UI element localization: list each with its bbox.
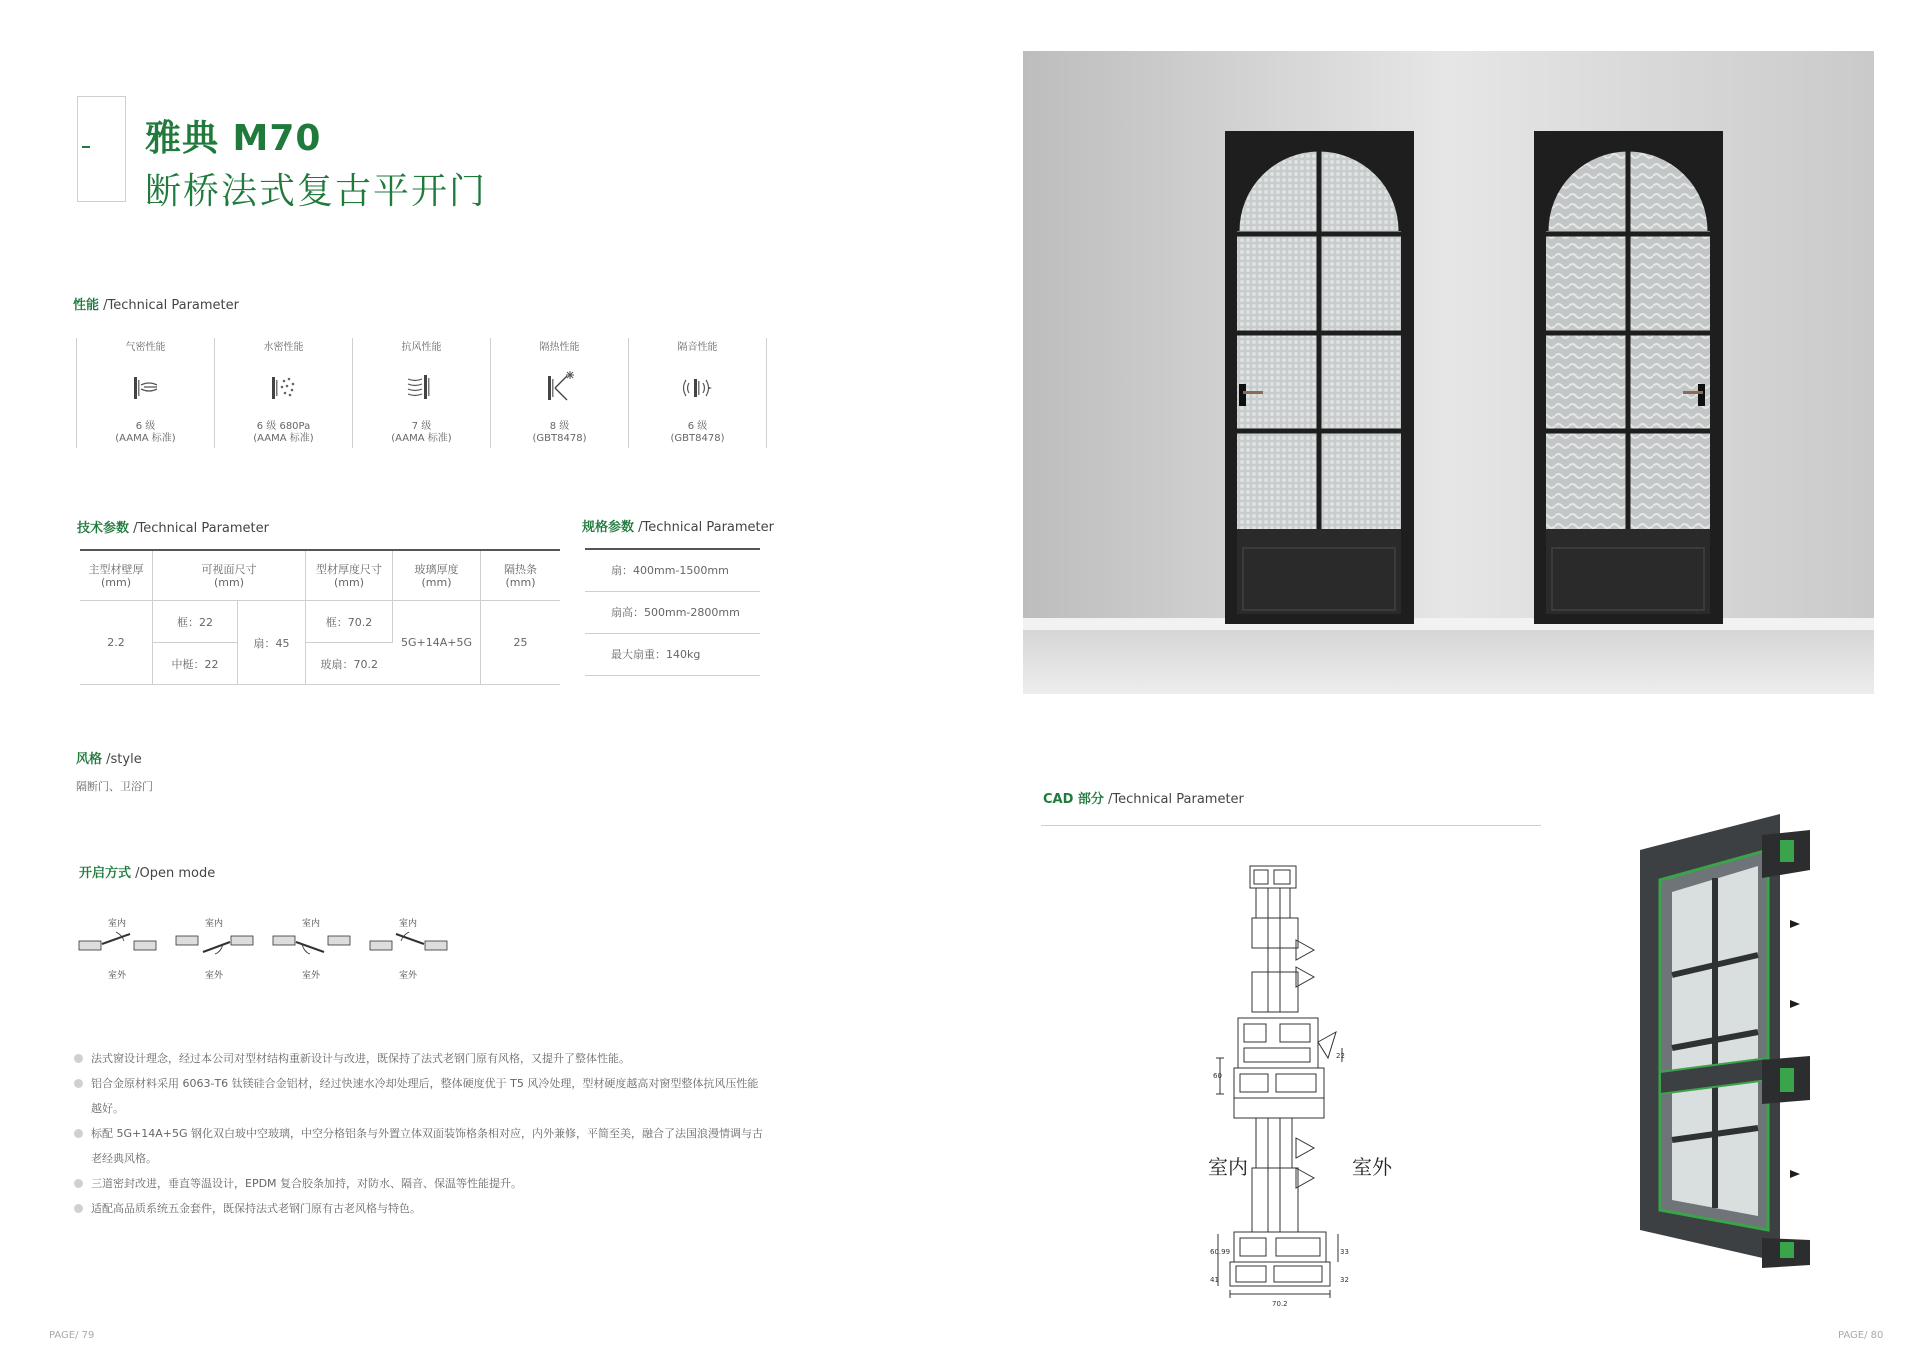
- open-mode-heading: 开启方式 /Open mode: [79, 866, 216, 881]
- cell-strip: 25: [481, 601, 561, 685]
- perf-label: 气密性能: [125, 342, 166, 353]
- inward-left-opening-icon: [78, 930, 158, 956]
- feature-item-continued: 老经典风格。: [91, 1152, 157, 1165]
- feature-item-continued: 越好。: [91, 1102, 124, 1115]
- cell-frame: 框：22: [153, 601, 238, 643]
- open-mode-bottom-label: 室外: [399, 971, 418, 981]
- cell-glass: 5G+14A+5G: [393, 601, 481, 685]
- cell-sash: 扇：45: [238, 601, 306, 685]
- tech-table: [80, 551, 560, 685]
- perf-standard: (AAMA 标准): [253, 433, 314, 444]
- perf-standard: (AAMA 标准): [115, 433, 176, 444]
- door-photo-illustration: [1023, 51, 1874, 694]
- cad-dim-label: 70.2: [1272, 1300, 1288, 1307]
- outward-right-opening-icon: [175, 930, 255, 956]
- performance-heading: 性能 /Technical Parameter: [73, 298, 239, 313]
- cad-dim-label: 33: [1340, 1248, 1349, 1256]
- feature-item: 适配高品质系统五金套件，既保持法式老钢门原有古老风格与特色。: [74, 1196, 774, 1221]
- perf-standard: (AAMA 标准): [391, 433, 452, 444]
- feature-list: [74, 1046, 774, 1221]
- page-number-left: PAGE/ 79: [49, 1330, 95, 1341]
- product-subtitle: 断桥法式复古平开门: [145, 171, 488, 212]
- open-mode-top-label: 室内: [399, 919, 418, 929]
- profile-3d-render: [1630, 810, 1830, 1280]
- airtightness-icon: [126, 367, 166, 407]
- col-visible-size: 可视面尺寸 (mm): [153, 551, 306, 601]
- perf-value: 6 级 680Pa: [256, 421, 311, 432]
- cell-mullion: 中梃：22: [153, 643, 238, 685]
- perf-label: 水密性能: [263, 342, 304, 353]
- col-glass-thickness: 玻璃厚度 (mm): [393, 551, 481, 601]
- cad-dim-label: 60.99: [1210, 1248, 1231, 1256]
- perf-label: 抗风性能: [401, 342, 442, 353]
- perf-value: 6 级: [687, 421, 708, 432]
- perf-label: 隔热性能: [539, 342, 580, 353]
- perf-standard: (GBT8478): [532, 433, 587, 444]
- col-thermal-strip: 隔热条 (mm): [481, 551, 561, 601]
- bullet-dot: [74, 1079, 83, 1088]
- tech-heading: 技术参数 /Technical Parameter: [77, 521, 269, 536]
- spec-row: 最大扇重：140kg: [585, 634, 760, 676]
- open-mode-bottom-label: 室外: [302, 971, 321, 981]
- cad-dim-label: 41: [1210, 1276, 1219, 1284]
- perf-value: 8 级: [549, 421, 570, 432]
- cad-indoor-label: 室内: [1208, 1155, 1248, 1179]
- product-title: 雅典 M70: [145, 118, 322, 159]
- bullet-dot: [74, 1179, 83, 1188]
- spec-row: 扇：400mm-1500mm: [585, 550, 760, 592]
- performance-watertightness: [214, 338, 352, 448]
- feature-item: 法式窗设计理念，经过本公司对型材结构重新设计与改进，既保持了法式老钢门原有风格，又提升了整体性能。: [74, 1046, 774, 1071]
- title-accent-dash: [82, 146, 90, 148]
- title-frame: [77, 96, 126, 202]
- spec-list: [585, 548, 760, 676]
- cad-heading: CAD 部分 /Technical Parameter: [1043, 792, 1244, 807]
- spec-heading: 规格参数 /Technical Parameter: [582, 520, 774, 535]
- spec-row: 扇高：500mm-2800mm: [585, 592, 760, 634]
- cad-divider: [1041, 825, 1541, 826]
- cad-section-drawing: [1210, 862, 1370, 1307]
- performance-heat-insulation: [490, 338, 628, 448]
- perf-label: 隔音性能: [677, 342, 718, 353]
- page-number-right: PAGE/ 80: [1838, 1330, 1884, 1341]
- bullet-dot: [74, 1204, 83, 1213]
- col-wall-thickness: 主型材壁厚 (mm): [80, 551, 153, 601]
- left-door: [1225, 131, 1414, 624]
- product-photo: [1023, 51, 1874, 694]
- performance-sound-insulation: [628, 338, 767, 448]
- feature-item: 标配 5G+14A+5G 钢化双白玻中空玻璃，中空分格铝条与外置立体双面装饰格条相对应，内外兼修，平简至美，融合了法国浪漫情调与古: [74, 1121, 774, 1146]
- open-mode-diagrams: [78, 916, 458, 986]
- perf-value: 7 级: [411, 421, 432, 432]
- cad-dim-label: 22: [1336, 1052, 1345, 1060]
- performance-wind-resistance: [352, 338, 490, 448]
- open-mode-top-label: 室内: [302, 919, 321, 929]
- wind-resistance-icon: [402, 367, 442, 407]
- style-heading: 风格 /style: [76, 752, 142, 767]
- perf-value: 6 级: [135, 421, 156, 432]
- performance-row: [76, 338, 767, 448]
- bullet-dot: [74, 1129, 83, 1138]
- open-mode-bottom-label: 室外: [205, 971, 224, 981]
- tech-table-wrap: [80, 549, 560, 685]
- right-door: [1534, 131, 1723, 624]
- feature-item: 铝合金原材料采用 6063-T6 钛镁硅合金铝材，经过快速水冷却处理后，整体硬度优于 T5 风冷处理，型材硬度越高对窗型整体抗风压性能: [74, 1071, 774, 1096]
- cell-wall: 2.2: [80, 601, 153, 685]
- open-mode-bottom-label: 室外: [108, 971, 127, 981]
- open-mode-top-label: 室内: [205, 919, 224, 929]
- outward-left-opening-icon: [272, 930, 352, 956]
- feature-item: 三道密封改进，垂直等温设计，EPDM 复合胶条加持，对防水、隔音、保温等性能提升。: [74, 1171, 774, 1196]
- cell-profile-frame: 框：70.2: [306, 601, 393, 643]
- cad-outdoor-label: 室外: [1352, 1155, 1392, 1179]
- heat-insulation-icon: [540, 367, 580, 407]
- watertightness-icon: [264, 367, 304, 407]
- open-mode-top-label: 室内: [108, 919, 127, 929]
- style-text: 隔断门、卫浴门: [76, 780, 153, 793]
- cad-dim-label: 32: [1340, 1276, 1349, 1284]
- sound-insulation-icon: [678, 367, 718, 407]
- bullet-dot: [74, 1054, 83, 1063]
- perf-standard: (GBT8478): [670, 433, 725, 444]
- cad-dim-label: 60: [1213, 1072, 1222, 1080]
- cell-profile-glass: 玻扇：70.2: [306, 643, 393, 685]
- col-profile-thickness: 型材厚度尺寸 (mm): [306, 551, 393, 601]
- performance-airtightness: [76, 338, 214, 448]
- inward-right-opening-icon: [369, 930, 449, 956]
